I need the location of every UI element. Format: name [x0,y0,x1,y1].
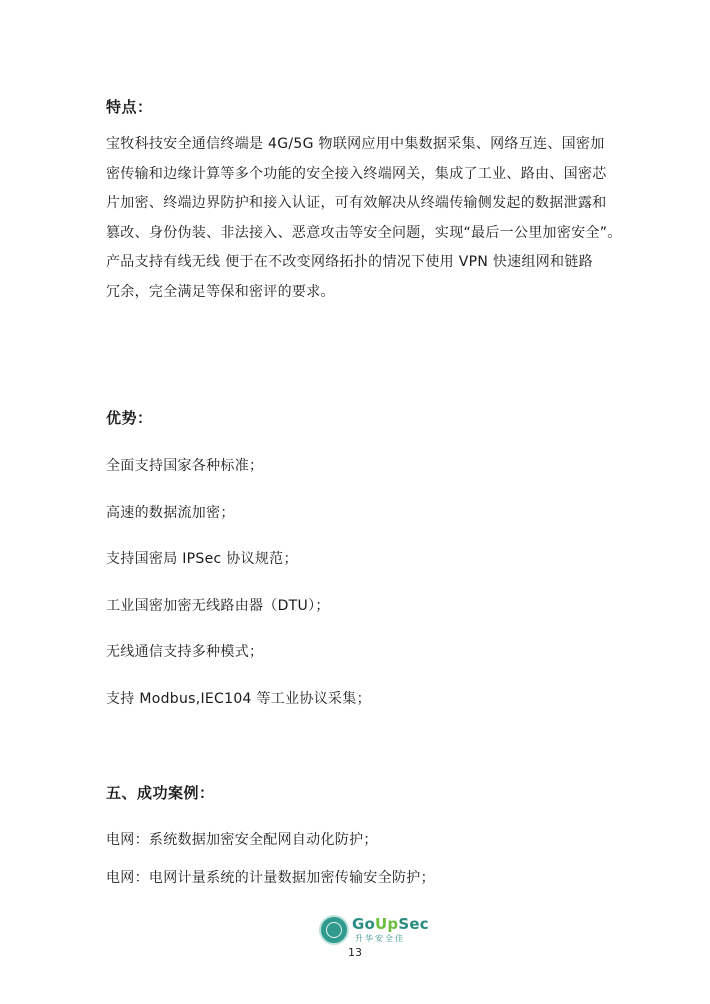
advantage-item: 支持国密局 IPSec 协议规范； [106,551,298,567]
features-line: 篡改、身份伪装、非法接入、恶意攻击等安全问题，实现“最后一公里加密安全”。 [106,224,622,241]
advantage-item: 无线通信支持多种模式； [106,644,264,660]
features-line: 片加密、终端边界防护和接入认证，可有效解决从终端传输侧发起的数据泄露和 [106,195,607,211]
page-number: 13 [348,946,362,959]
features-heading: 特点： [106,98,153,116]
advantage-item: 全面支持国家各种标准； [106,458,264,474]
advantage-item: 支持 Modbus,IEC104 等工业协议采集； [106,691,371,707]
features-paragraph [106,130,622,307]
features-line: 密传输和边缘计算等多个功能的安全接入终端网关，集成了工业、路由、国密芯 [106,165,607,182]
advantage-item: 工业国密加密无线路由器（DTU）； [106,598,330,614]
cases-heading: 五、成功案例： [106,784,215,802]
features-line: 产品支持有线无线 便于在不改变网络拓扑的情况下使用 VPN 快速组网和链路 [106,254,593,270]
features-line: 宝牧科技安全通信终端是 4G/5G 物联网应用中集数据采集、网络互连、国密加 [106,136,605,152]
advantages-heading: 优势： [106,409,153,427]
logo-emblem-icon [319,915,349,945]
goupsec-logo [319,915,437,949]
logo-subtitle: 升华安全佳 [355,934,405,943]
logo-brand-text: GoUpSec [352,915,429,933]
features-line: 冗余，完全满足等保和密评的要求。 [106,283,335,300]
case-item: 电网：系统数据加密安全配网自动化防护； [106,832,378,848]
advantage-item: 高速的数据流加密； [106,505,235,521]
case-item: 电网：电网计量系统的计量数据加密传输安全防护； [106,870,435,886]
